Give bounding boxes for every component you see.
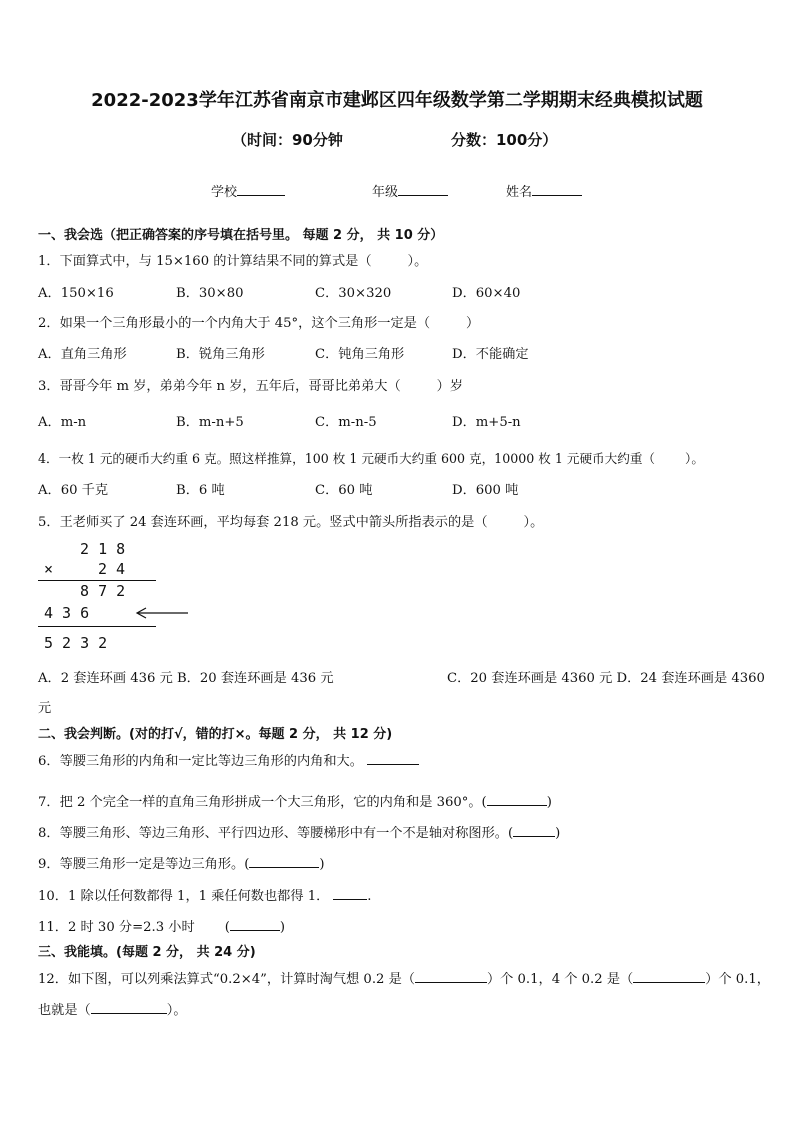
q4-option-a[interactable]: A．60 千克 <box>38 483 109 498</box>
q1-option-b[interactable]: B．30×80 <box>176 286 244 301</box>
q2-option-b[interactable]: B．锐角三角形 <box>176 347 265 362</box>
q9-answer-blank[interactable] <box>249 855 319 868</box>
q10-answer-blank[interactable] <box>333 887 367 900</box>
exam-score: 分数：100分） <box>451 131 558 149</box>
q2-option-d[interactable]: D．不能确定 <box>452 347 529 362</box>
question-8: 8．等腰三角形、等边三角形、平行四边形、等腰梯形中有一个不是轴对称图形。( ) <box>38 826 561 841</box>
q8-answer-blank[interactable] <box>513 824 555 837</box>
calc-row-product: 5 2 3 2 <box>44 634 108 652</box>
q12-blank-1[interactable] <box>415 970 487 983</box>
question-6: 6．等腰三角形的内角和一定比等边三角形的内角和大。 <box>38 750 419 769</box>
calc-rule-2 <box>38 626 156 627</box>
school-label: 学校 <box>211 185 238 200</box>
question-4: 4．一枚 1 元的硬币大约重 6 克。照这样推算，100 枚 1 元硬币大约重 600 克，10000 枚 1 元硬币大约重（ ）。 <box>38 451 704 466</box>
section-2-heading: 二、我会判断。(对的打√，错的打×。每题 2 分， 共 12 分) <box>38 727 393 742</box>
q4-option-c[interactable]: C．60 吨 <box>315 483 373 498</box>
section-1-heading: 一、我会选（把正确答案的序号填在括号里。 每题 2 分， 共 10 分） <box>38 228 444 243</box>
q4-option-b[interactable]: B．6 吨 <box>176 483 225 498</box>
arrow-left-icon <box>134 606 190 620</box>
calc-row-multiplicand: 2 1 8 <box>62 540 126 558</box>
question-3: 3．哥哥今年 m 岁，弟弟今年 n 岁，五年后，哥哥比弟弟大（ ）岁 <box>38 379 464 394</box>
q5-options-cd[interactable]: C．20 套连环画是 4360 元 D．24 套连环画是 4360 <box>447 671 765 686</box>
q3-option-a[interactable]: A．m-n <box>38 415 87 430</box>
q1-option-c[interactable]: C．30×320 <box>315 286 392 301</box>
calc-row-partial-1: 8 7 2 <box>62 582 126 600</box>
calc-times-sign: × <box>44 560 54 578</box>
question-12-continued: 也就是（ ）。 <box>38 1003 187 1018</box>
question-5: 5．王老师买了 24 套连环画，平均每套 218 元。竖式中箭头所指表示的是（ ）。 <box>38 515 544 530</box>
section-3-heading: 三、我能填。(每题 2 分， 共 24 分) <box>38 945 256 960</box>
q4-option-d[interactable]: D．600 吨 <box>452 483 519 498</box>
school-blank[interactable] <box>237 183 285 196</box>
calc-row-multiplier: 2 4 <box>98 560 126 578</box>
question-1: 1．下面算式中，与 15×160 的计算结果不同的算式是（ ）。 <box>38 254 428 269</box>
q7-answer-blank[interactable] <box>487 793 547 806</box>
question-11: 11．2 时 30 分=2.3 小时 ( ) <box>38 920 285 935</box>
question-9: 9．等腰三角形一定是等边三角形。( ) <box>38 857 325 872</box>
grade-label: 年级 <box>372 185 399 200</box>
q3-option-b[interactable]: B．m-n+5 <box>176 415 244 430</box>
calc-rule-1 <box>38 580 156 581</box>
name-label: 姓名 <box>506 185 533 200</box>
school-field[interactable] <box>211 181 285 200</box>
question-7: 7．把 2 个完全一样的直角三角形拼成一个大三角形，它的内角和是 360°。( ) <box>38 795 552 810</box>
grade-field[interactable] <box>372 181 448 200</box>
q12-blank-3[interactable] <box>91 1001 167 1014</box>
name-blank[interactable] <box>532 183 582 196</box>
q5-options-ab[interactable]: A．2 套连环画 436 元 B．20 套连环画是 436 元 <box>38 671 334 686</box>
grade-blank[interactable] <box>398 183 448 196</box>
exam-time: （时间：90分钟 <box>232 131 343 149</box>
calc-row-partial-2: 4 3 6 <box>44 604 90 622</box>
exam-title: 2022-2023学年江苏省南京市建邺区四年级数学第二学期期末经典模拟试题 <box>91 90 703 111</box>
question-12: 12．如下图，可以列乘法算式“0.2×4”，计算时淘气想 0.2 是（ ）个 0.1，4 个 0.2 是（ ）个 0.1， <box>38 972 770 987</box>
question-2: 2．如果一个三角形最小的一个内角大于 45°，这个三角形一定是（ ） <box>38 316 480 331</box>
q2-option-a[interactable]: A．直角三角形 <box>38 347 127 362</box>
q3-option-c[interactable]: C．m-n-5 <box>315 415 377 430</box>
q12-blank-2[interactable] <box>633 970 705 983</box>
name-field[interactable] <box>506 181 582 200</box>
q6-answer-blank[interactable] <box>367 752 419 765</box>
q1-option-a[interactable]: A．150×16 <box>38 286 114 301</box>
q1-option-d[interactable]: D．60×40 <box>452 286 521 301</box>
q3-option-d[interactable]: D．m+5-n <box>452 415 521 430</box>
q2-option-c[interactable]: C．钝角三角形 <box>315 347 405 362</box>
vertical-multiplication <box>38 540 218 655</box>
q11-answer-blank[interactable] <box>230 918 280 931</box>
q5-options-tail: 元 <box>38 701 52 716</box>
question-10: 10．1 除以任何数都得 1，1 乘任何数也都得 1． . <box>38 889 372 904</box>
